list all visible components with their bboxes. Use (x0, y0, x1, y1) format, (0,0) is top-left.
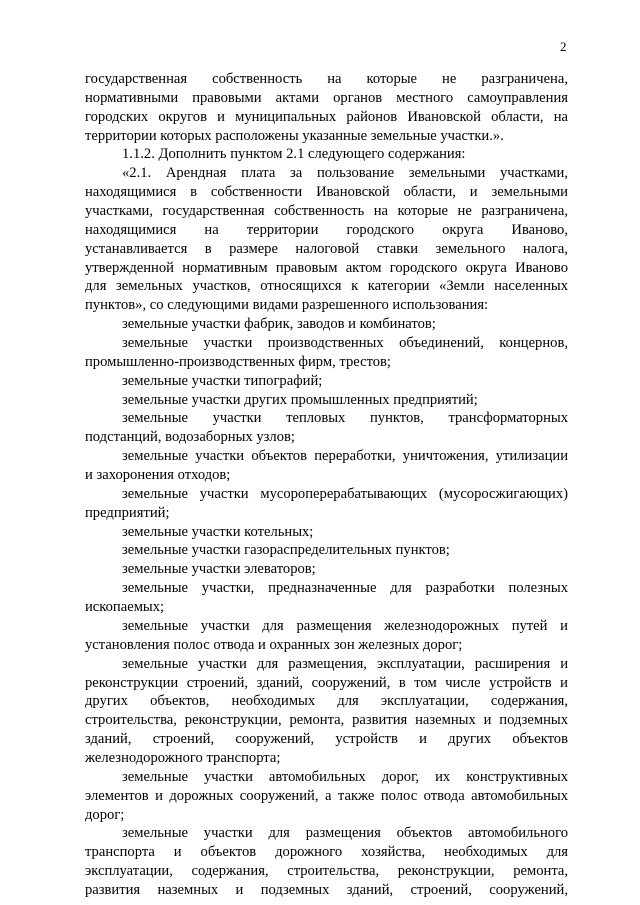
text-line: нормативными правовыми актами органов местного самоуправления (85, 89, 568, 106)
text-line: находящимися на территории городского округа Иваново, (85, 221, 568, 238)
text-line: подстанций, водозаборных узлов; (85, 429, 295, 446)
text-line: земельные участки тепловых пунктов, трансформаторных (122, 410, 568, 427)
text-line: земельные участки объектов переработки, уничтожения, утилизации (122, 448, 568, 465)
document-text-body (85, 70, 568, 900)
text-line: для земельных участков, относящихся к категории «Земли населенных (85, 278, 568, 295)
text-line: других объектов, необходимых для эксплуатации, содержания, (85, 693, 568, 710)
text-line: транспорта и объектов дорожного хозяйства, необходимых для (85, 844, 568, 861)
page-number: 2 (560, 39, 567, 54)
text-line: земельные участки типографий; (122, 372, 323, 389)
text-line: государственная собственность на которые не разграничена, (85, 71, 568, 87)
text-line: территории которых расположены указанные земельные участки.». (85, 127, 504, 144)
text-line: земельные участки для размещения, эксплуатации, расширения и (122, 655, 568, 672)
text-line: земельные участки других промышленных предприятий; (122, 391, 478, 408)
text-line: реконструкции строений, зданий, сооружений, в том числе устройств и (85, 674, 568, 691)
text-line: земельные участки производственных объединений, концернов, (122, 335, 568, 352)
text-line: ископаемых; (85, 599, 165, 616)
text-line: эксплуатации, содержания, строительства, реконструкции, ремонта, (85, 863, 568, 880)
text-line: земельные участки котельных; (122, 523, 314, 540)
text-line: находящимися в собственности Ивановской области, и земельными (85, 184, 568, 201)
text-line: «2.1. Арендная плата за пользование земельными участками, (122, 165, 568, 182)
text-line: земельные участки автомобильных дорог, их конструктивных (122, 768, 568, 785)
text-line: земельные участки фабрик, заводов и комбинатов; (122, 316, 436, 333)
text-line: устанавливается в размере налоговой ставки земельного налога, (85, 240, 568, 257)
text-line: земельные участки для размещения объектов автомобильного (122, 825, 568, 842)
text-line: и захоронения отходов; (85, 467, 231, 484)
text-line: дорог; (85, 806, 125, 823)
text-line: утвержденной нормативным правовым актом городского округа Иваново (85, 259, 568, 276)
text-line: предприятий; (85, 504, 170, 521)
text-line: земельные участки для размещения железнодорожных путей и (122, 617, 568, 634)
text-line: развития наземных и подземных зданий, строений, сооружений, (85, 881, 568, 898)
text-line: 1.1.2. Дополнить пунктом 2.1 следующего содержания: (122, 146, 466, 163)
text-line: земельные участки мусороперерабатывающих (мусоросжигающих) (122, 485, 568, 502)
text-line: городских округов и муниципальных районов Ивановской области, на (85, 108, 568, 125)
text-line: зданий, строений, сооружений, устройств и других объектов (85, 731, 568, 748)
text-line: строительства, реконструкции, ремонта, развития наземных и подземных (85, 712, 568, 729)
text-line: земельные участки, предназначенные для разработки полезных (122, 580, 568, 597)
text-line: пунктов», со следующими видами разрешенного использования: (85, 297, 489, 314)
text-line: земельные участки элеваторов; (122, 561, 316, 578)
text-line: железнодорожного транспорта; (85, 749, 281, 766)
text-line: установления полос отвода и охранных зон железных дорог; (85, 636, 463, 653)
text-line: элементов и дорожных сооружений, а также полос отвода автомобильных (85, 787, 568, 804)
text-line: участками, государственная собственность на которые не разграничена, (85, 203, 568, 220)
text-line: земельные участки газораспределительных пунктов; (122, 542, 450, 559)
text-line: промышленно-производственных фирм, трестов; (85, 353, 391, 370)
